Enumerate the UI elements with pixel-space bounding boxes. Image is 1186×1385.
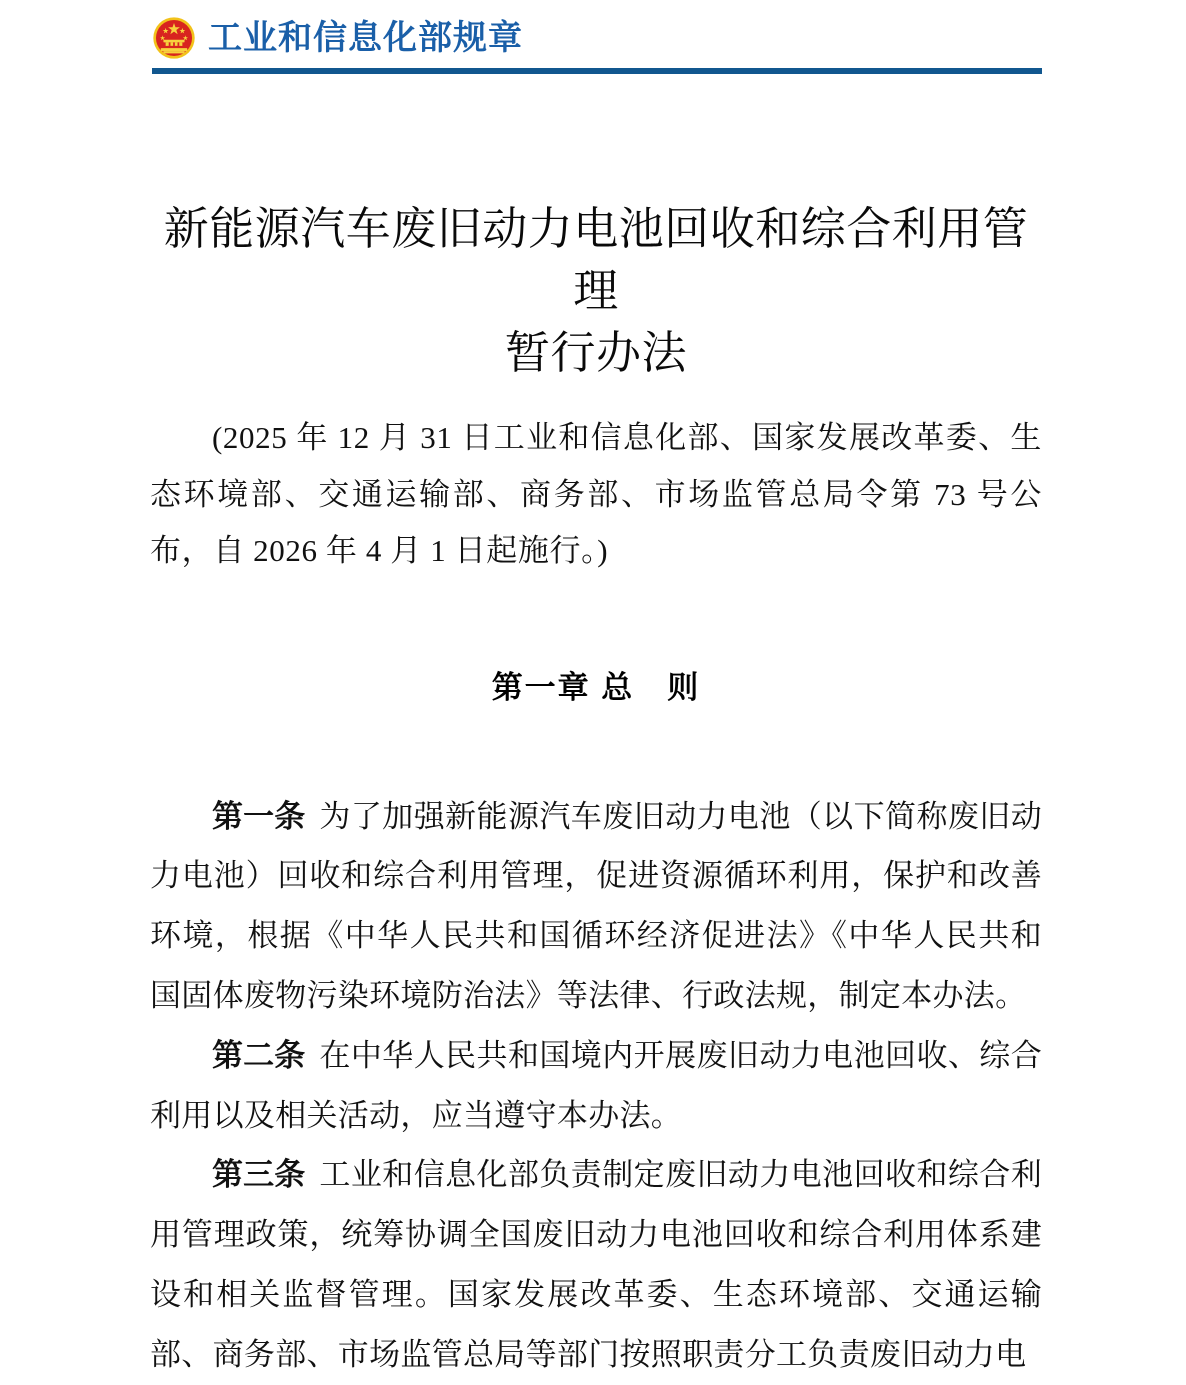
chapter-bottom-spacer	[150, 707, 1042, 787]
document-title-line-1: 新能源汽车废旧动力电池回收和综合利用管理	[163, 204, 1029, 317]
publication-note: (2025 年 12 月 31 日工业和信息化部、国家发展改革委、生态环境部、交通运输部、商务部、市场监管总局令第 73 号公布，自 2026 年 4 月 1 日起施行。)	[150, 420, 1042, 569]
header-title: 工业和信息化部规章	[208, 19, 523, 57]
article-item	[150, 1026, 1042, 1146]
chapter-top-spacer	[150, 580, 1042, 662]
note-top-spacer	[150, 384, 1042, 410]
article-number: 第三条	[212, 1157, 306, 1193]
document-title-line-2: 暂行办法	[504, 328, 687, 379]
article-text: 在中华人民共和国境内开展废旧动力电池回收、综合利用以及相关活动，应当遵守本办法。	[150, 1037, 1043, 1133]
article-number: 第二条	[212, 1037, 306, 1073]
document-title	[150, 198, 1042, 384]
article-text: 为了加强新能源汽车废旧动力电池（以下简称废旧动力电池）回收和综合利用管理，促进资源循环利用，保护和改善环境，根据《中华人民共和国循环经济促进法》《中华人民共和国固体废物污染环境防治法》等法律、行政法规，制定本办法。	[150, 798, 1043, 1013]
article-number: 第一条	[212, 798, 306, 834]
article-text: 工业和信息化部负责制定废旧动力电池回收和综合利用管理政策，统筹协调全国废旧动力电池回收和综合利用体系建设和相关监督管理。国家发展改革委、生态环境部、交通运输部、商务部、市场监管总局等部门按照职责分工负责废旧动力电	[150, 1157, 1043, 1372]
article-item	[150, 787, 1042, 1026]
document-body	[150, 0, 1042, 1385]
article-item	[150, 1145, 1042, 1384]
chapter-heading: 第一章 总 则	[491, 669, 701, 705]
title-top-spacer	[150, 0, 1042, 198]
